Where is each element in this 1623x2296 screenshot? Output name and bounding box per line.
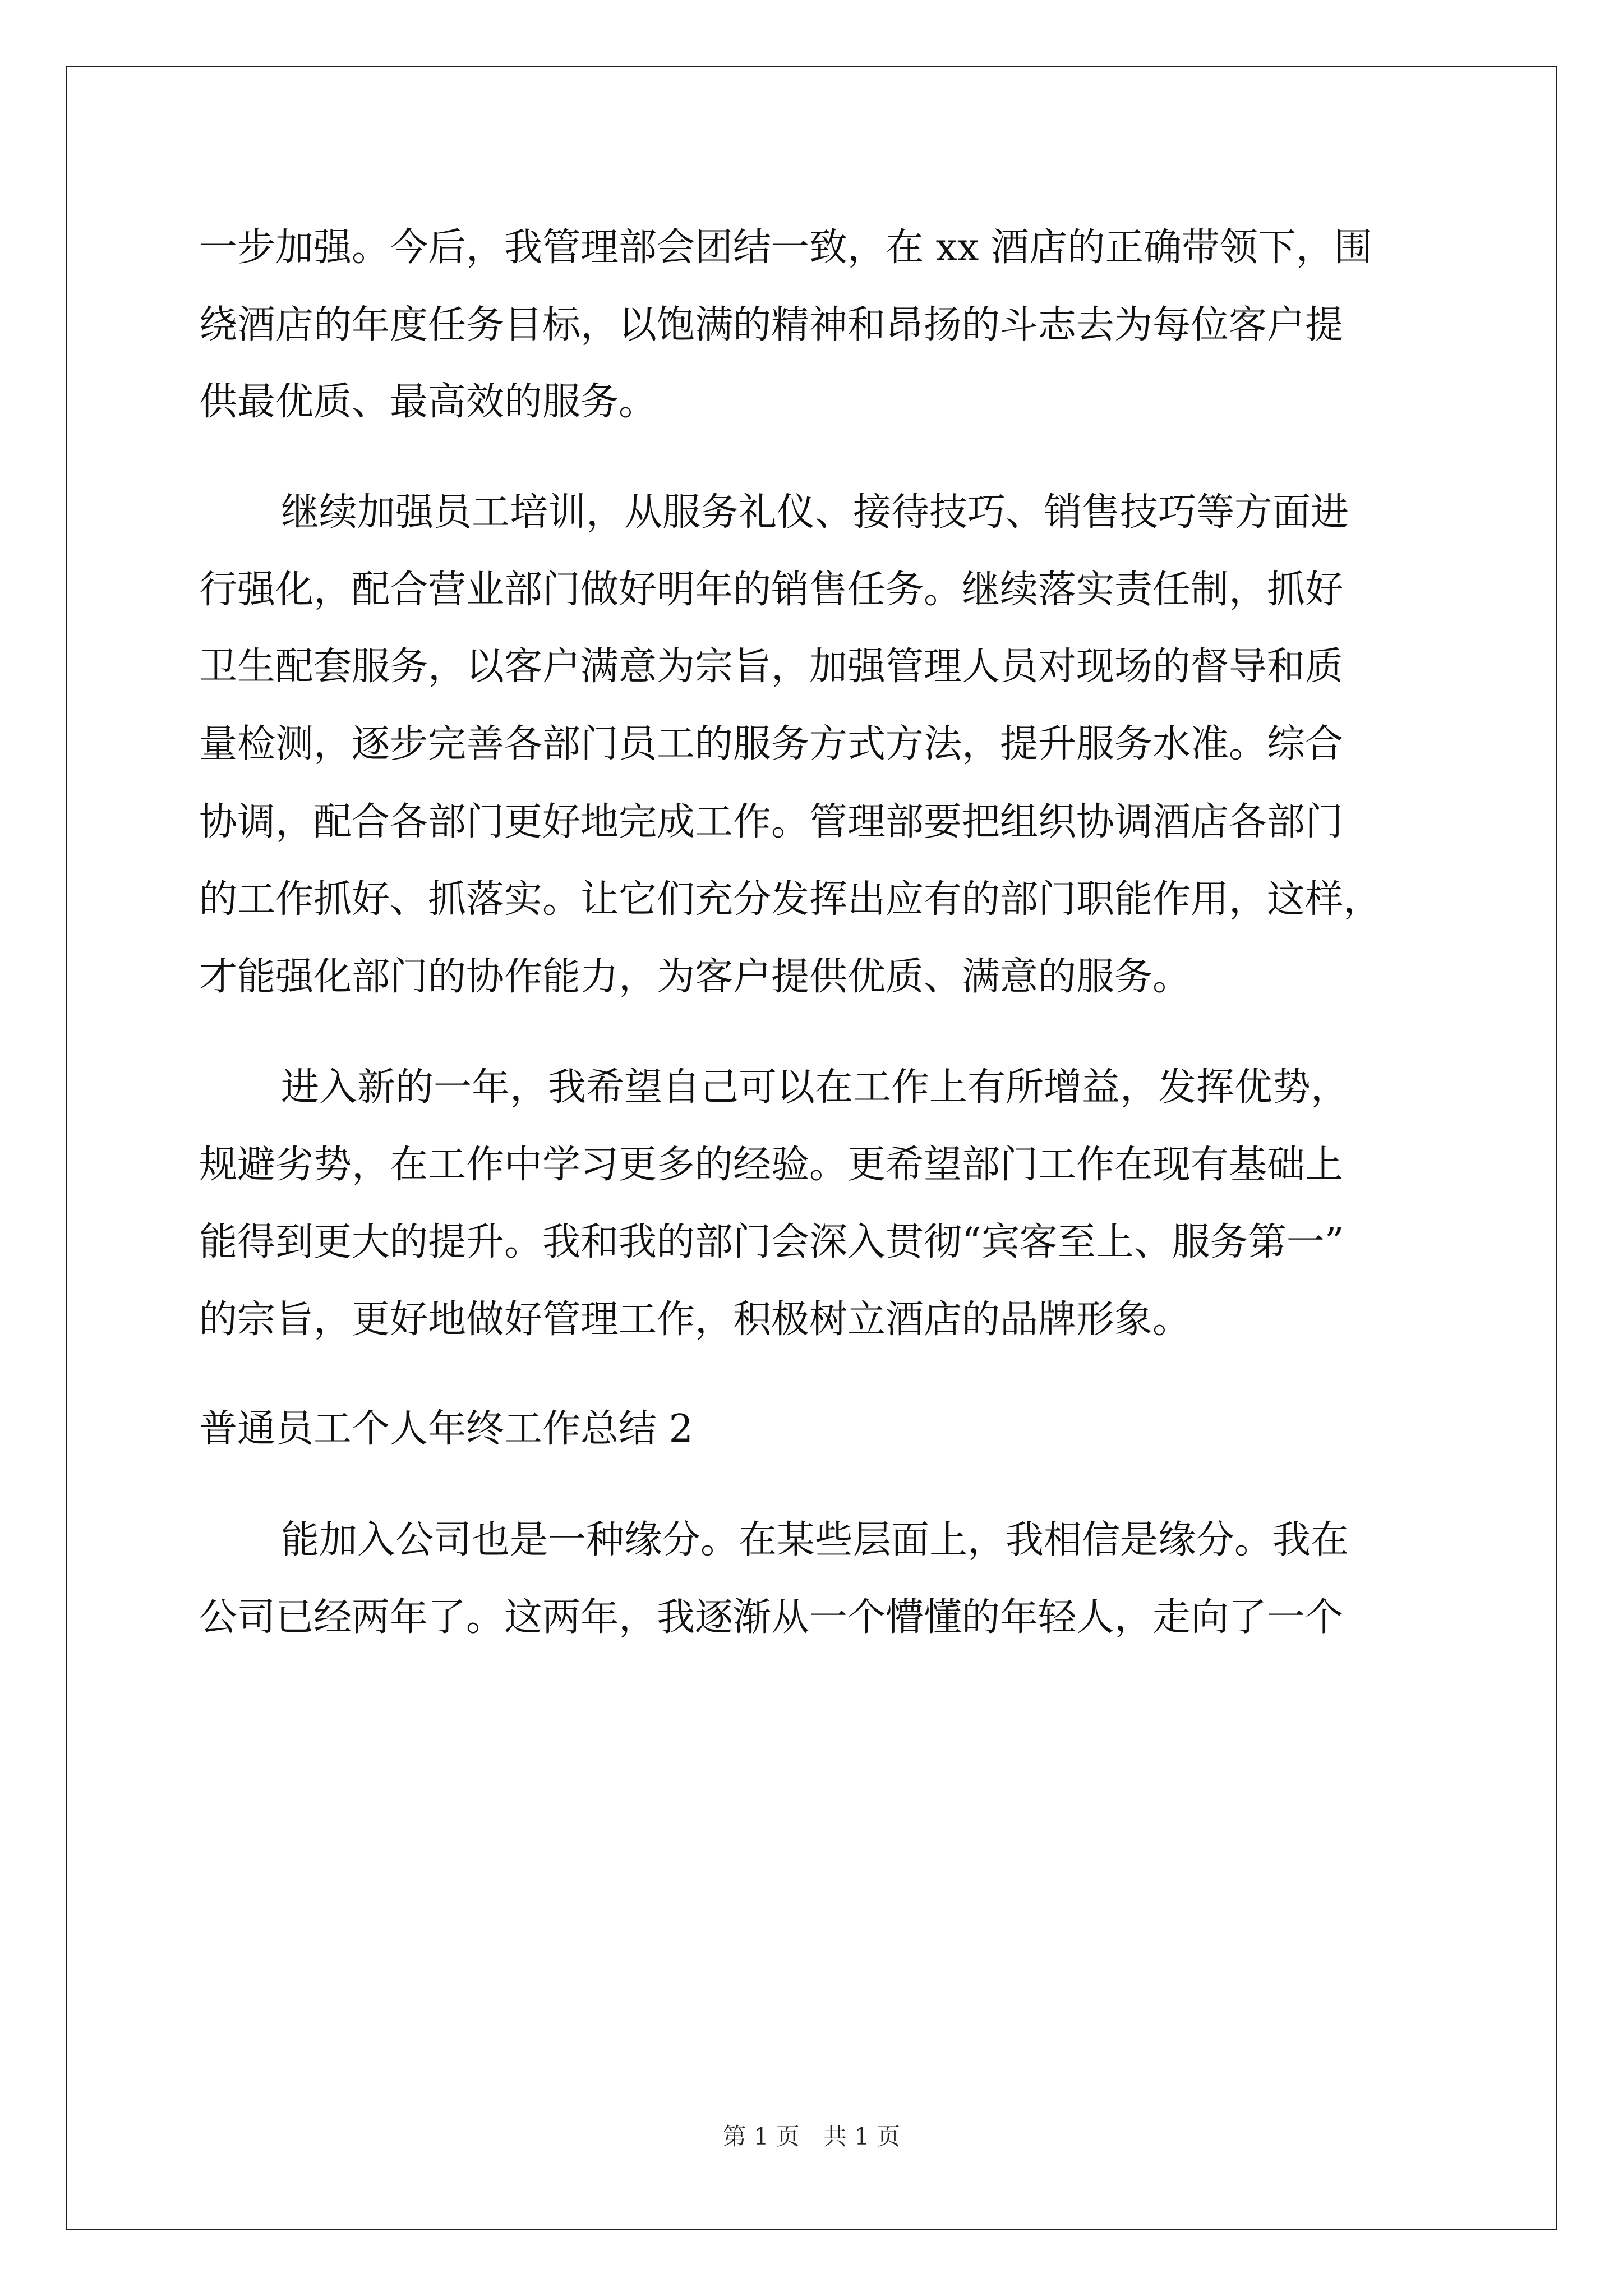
paragraph-first-line: 进入新的一年，我希望自己可以在工作上有所增益，发挥优势，: [281, 1065, 1349, 1110]
body-line: 公司已经两年了。这两年，我逐渐从一个懵懂的年轻人，走向了一个: [199, 1595, 1344, 1640]
paragraph-first-line: 继续加强员工培训，从服务礼仪、接待技巧、销售技巧等方面进: [281, 490, 1349, 535]
body-line: 量检测，逐步完善各部门员工的服务方式方法，提升服务水准。综合: [199, 722, 1344, 766]
body-line: 协调，配合各部门更好地完成工作。管理部要把组织协调酒店各部门: [199, 800, 1344, 844]
body-line: 卫生配套服务，以客户满意为宗旨，加强管理人员对现场的督导和质: [199, 645, 1344, 689]
body-line: 的工作抓好、抓落实。让它们充分发挥出应有的部门职能作用，这样，: [199, 877, 1382, 922]
body-line: 的宗旨，更好地做好管理工作，积极树立酒店的品牌形象。: [199, 1297, 1191, 1342]
body-line: 能得到更大的提升。我和我的部门会深入贯彻“宾客至上、服务第一”: [199, 1220, 1344, 1264]
paragraph-first-line: 能加入公司也是一种缘分。在某些层面上，我相信是缘分。我在: [281, 1518, 1349, 1562]
body-line: 规避劣势，在工作中学习更多的经验。更希望部门工作在现有基础上: [199, 1143, 1344, 1187]
body-line: 绕酒店的年度任务目标，以饱满的精神和昂扬的斗志去为每位客户提: [199, 303, 1344, 347]
body-line: 才能强化部门的协作能力，为客户提供优质、满意的服务。: [199, 955, 1191, 999]
body-line: 供最优质、最高效的服务。: [199, 380, 657, 424]
section-heading: 普通员工个人年终工作总结 2: [199, 1407, 693, 1451]
body-line: 行强化，配合营业部门做好明年的销售任务。继续落实责任制，抓好: [199, 568, 1344, 612]
page-footer: 第 1 页 共 1 页: [722, 2123, 901, 2150]
body-line: 一步加强。今后，我管理部会团结一致，在 xx 酒店的正确带领下，围: [199, 226, 1372, 270]
